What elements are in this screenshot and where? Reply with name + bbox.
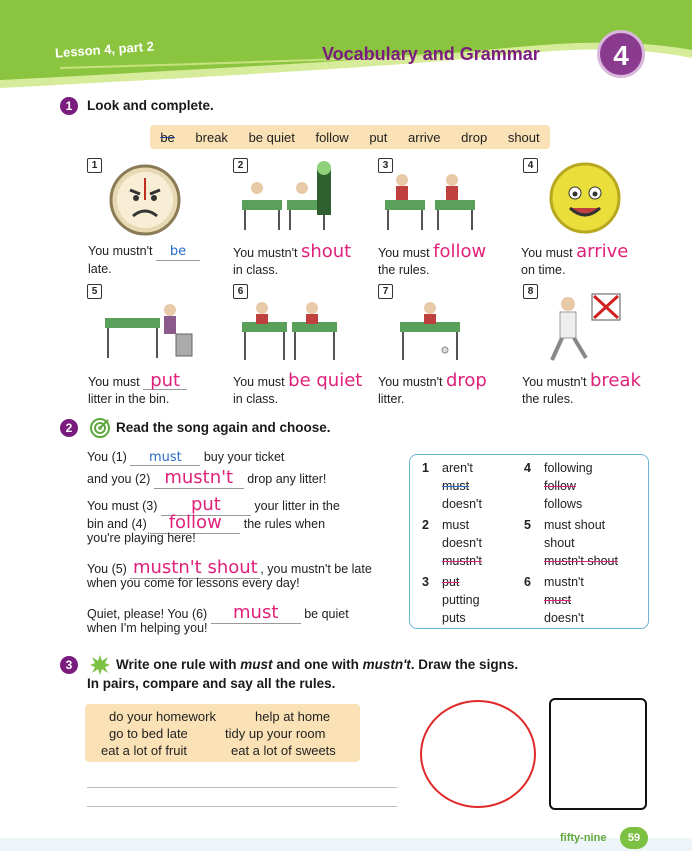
word-arrive: arrive bbox=[408, 129, 441, 145]
song-line-2: and you (2) mustn't drop any litter! bbox=[87, 467, 327, 488]
answer-6[interactable]: be quiet bbox=[288, 370, 363, 391]
option-2c[interactable]: mustn't bbox=[442, 554, 482, 568]
option-1a[interactable]: aren't bbox=[442, 461, 473, 475]
option-4a[interactable]: following bbox=[544, 461, 593, 475]
answer-1[interactable]: be bbox=[156, 243, 200, 261]
option-5c[interactable]: mustn't shout bbox=[544, 554, 618, 568]
picture-number-5: 5 bbox=[87, 284, 102, 299]
song-answer-3[interactable]: put bbox=[161, 494, 251, 516]
word-shout: shout bbox=[507, 129, 540, 145]
sentence-4: You must arrive on time. bbox=[521, 241, 629, 277]
song-line-3: You must (3) put your litter in the bbox=[87, 494, 340, 515]
picture-number-2: 2 bbox=[233, 158, 248, 173]
page-number-badge: 59 bbox=[620, 827, 648, 849]
picture-number-4: 4 bbox=[523, 158, 538, 173]
option-3c[interactable]: puts bbox=[442, 611, 466, 625]
song-answer-4[interactable]: follow bbox=[150, 512, 240, 534]
sentence-2: You mustn't shout in class. bbox=[233, 241, 352, 277]
word-break: break bbox=[195, 129, 228, 145]
option-3b[interactable]: putting bbox=[442, 593, 480, 607]
option-6c[interactable]: doesn't bbox=[544, 611, 584, 625]
answer-3[interactable]: follow bbox=[433, 241, 487, 262]
dropping-litter-picture bbox=[395, 290, 505, 368]
splat-icon bbox=[89, 654, 111, 676]
option-3a[interactable]: put bbox=[442, 575, 460, 589]
phrase-box bbox=[85, 704, 360, 762]
quiet-class-picture bbox=[237, 290, 347, 368]
option-2b[interactable]: doesn't bbox=[442, 536, 482, 550]
option-4b[interactable]: follow bbox=[544, 479, 576, 493]
sentence-7: You mustn't drop litter. bbox=[378, 370, 487, 406]
picture-number-8: 8 bbox=[523, 284, 538, 299]
option-1b[interactable]: must bbox=[442, 479, 470, 493]
litter-bin-picture bbox=[100, 290, 210, 368]
phrase-bed-late: go to bed late bbox=[109, 726, 188, 741]
song-line-9: when I'm helping you! bbox=[87, 621, 208, 635]
happy-clock-picture bbox=[540, 158, 650, 236]
following-rules-picture bbox=[380, 158, 490, 236]
exercise-2-instruction: Read the song again and choose. bbox=[116, 420, 331, 435]
answer-5[interactable]: put bbox=[143, 372, 187, 390]
page-number-words: fifty-nine bbox=[560, 832, 607, 844]
song-line-1: You (1) must buy your ticket bbox=[87, 450, 285, 465]
sentence-3: You must follow the rules. bbox=[378, 241, 487, 277]
option-5b[interactable]: shout bbox=[544, 536, 575, 550]
exercise-1-instruction: Look and complete. bbox=[87, 98, 214, 113]
song-answer-2[interactable]: mustn't bbox=[154, 467, 244, 489]
phrase-homework: do your homework bbox=[109, 709, 216, 724]
sentence-5: You must put litter in the bin. bbox=[88, 372, 233, 408]
choices-box: 1 aren't must doesn't 2 must doesn't mustn't 3 put putting puts 4 following follow follows 5 must shout shout mustn't shout 6 mustn't must doesn't bbox=[409, 454, 649, 629]
mustnt-sign-circle[interactable] bbox=[420, 700, 536, 808]
option-6b[interactable]: must bbox=[544, 593, 572, 607]
option-4c[interactable]: follows bbox=[544, 497, 583, 511]
phrase-fruit: eat a lot of fruit bbox=[101, 743, 187, 758]
option-2a[interactable]: must bbox=[442, 518, 470, 532]
option-1c[interactable]: doesn't bbox=[442, 497, 482, 511]
exercise-3-instruction-2: In pairs, compare and say all the rules. bbox=[87, 676, 336, 691]
song-line-4: bin and (4) follow the rules when bbox=[87, 512, 326, 533]
phrase-help-home: help at home bbox=[255, 709, 331, 724]
song-line-5: you're playing here! bbox=[87, 531, 196, 545]
angry-clock-picture bbox=[100, 158, 210, 236]
sentence-8: You mustn't break the rules. bbox=[522, 370, 641, 406]
song-line-8: Quiet, please! You (6) must be quiet bbox=[87, 602, 349, 623]
unit-badge: 4 bbox=[597, 30, 645, 78]
answer-7[interactable]: drop bbox=[445, 370, 487, 391]
exercise-3-instruction: Write one rule with must and one with mustn't. Draw the signs. bbox=[116, 657, 519, 672]
writing-line-1[interactable] bbox=[87, 787, 397, 788]
sentence-6: You must be quiet in class. bbox=[233, 370, 363, 406]
word-follow: follow bbox=[315, 129, 349, 145]
word-drop: drop bbox=[461, 129, 488, 145]
song-line-6: You (5) mustn't shout , you mustn't be late bbox=[87, 557, 372, 578]
phrase-sweets: eat a lot of sweets bbox=[231, 743, 336, 758]
writing-line-2[interactable] bbox=[87, 806, 397, 807]
word-be: be bbox=[160, 129, 175, 145]
word-bank bbox=[150, 125, 550, 149]
breaking-rules-picture bbox=[530, 290, 640, 368]
picture-number-1: 1 bbox=[87, 158, 102, 173]
song-line-7: when you come for lessons every day! bbox=[87, 576, 300, 590]
exercise-2-number: 2 bbox=[60, 419, 78, 437]
sentence-1: You mustn't be late. bbox=[88, 243, 233, 278]
song-answer-6[interactable]: must bbox=[211, 602, 301, 624]
picture-number-3: 3 bbox=[378, 158, 393, 173]
option-5a[interactable]: must shout bbox=[544, 518, 606, 532]
must-sign-square[interactable] bbox=[549, 698, 647, 810]
option-6a[interactable]: mustn't bbox=[544, 575, 584, 589]
picture-number-6: 6 bbox=[233, 284, 248, 299]
exercise-3-number: 3 bbox=[60, 656, 78, 674]
word-put: put bbox=[369, 129, 388, 145]
picture-number-7: 7 bbox=[378, 284, 393, 299]
target-icon bbox=[90, 418, 110, 438]
phrase-tidy-room: tidy up your room bbox=[225, 726, 326, 741]
answer-2[interactable]: shout bbox=[300, 241, 352, 262]
exercise-1-number: 1 bbox=[60, 97, 78, 115]
lesson-label: Lesson 4, part 2 bbox=[54, 38, 155, 61]
answer-4[interactable]: arrive bbox=[576, 241, 629, 262]
section-title: Vocabulary and Grammar bbox=[322, 44, 540, 64]
song-answer-5[interactable]: mustn't shout bbox=[130, 557, 260, 579]
shouting-in-class-picture bbox=[237, 158, 347, 236]
answer-8[interactable]: break bbox=[589, 370, 641, 391]
song-answer-1[interactable]: must bbox=[130, 450, 200, 466]
word-be-quiet: be quiet bbox=[248, 129, 295, 145]
